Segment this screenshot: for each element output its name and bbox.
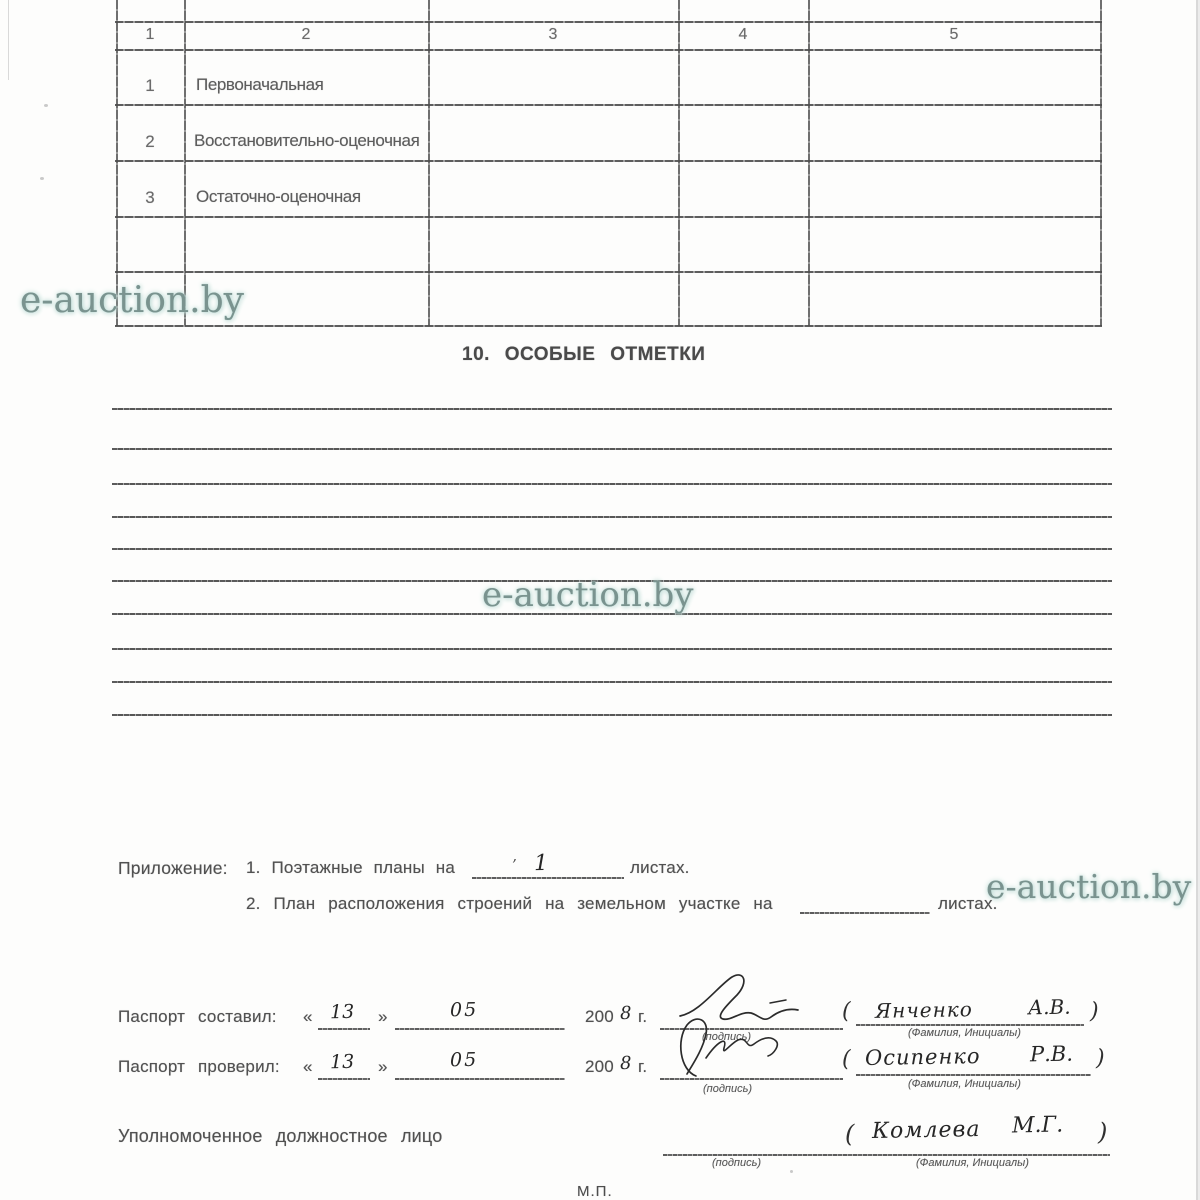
row2-month-blank (395, 1078, 565, 1080)
scan-speck (790, 1170, 793, 1173)
stamp-place-label: М.П. (577, 1183, 613, 1200)
attachment-item1-suffix: листах. (630, 858, 690, 877)
row1-paren-close: ) (1090, 999, 1099, 1024)
attachment-item2-blank (800, 912, 930, 914)
row1-day-blank (318, 1028, 370, 1030)
attachment-item2-text: 2. План расположения строений на земельном участке на (246, 894, 773, 913)
table-border-horizontal (115, 104, 1102, 106)
row2-day-blank (318, 1078, 370, 1080)
table-border-horizontal (115, 216, 1102, 218)
official-name-caption: (Фамилия, Инициалы) (916, 1157, 1029, 1169)
attachment-item1-tick-handwritten: ’ (511, 855, 517, 875)
table-row-number: 3 (145, 188, 155, 207)
row1-day-handwritten: 13 (329, 1000, 355, 1024)
row1-label: Паспорт составил: (118, 1007, 277, 1026)
section-heading: 10. ОСОБЫЕ ОТМЕТКИ (462, 344, 706, 365)
table-border-horizontal (115, 49, 1102, 51)
table-row-number: 2 (145, 132, 155, 151)
ruled-line (112, 548, 1112, 550)
row2-name-blank (856, 1074, 1091, 1076)
watermark-center: e-auction.by (482, 575, 694, 615)
table-row-label: Восстановительно-оценочная (194, 131, 420, 150)
signature-scribble-checked (668, 1012, 808, 1080)
row1-year-printed: 200 (585, 1007, 614, 1026)
official-initials-handwritten: М.Г. (1011, 1112, 1064, 1139)
official-paren-close: ) (1098, 1118, 1108, 1146)
row2-sign-caption: (подпись) (703, 1083, 753, 1095)
row1-quote-close: » (378, 1007, 388, 1026)
row1-year-unit: г. (638, 1007, 648, 1026)
row2-year-handwritten: 8 (619, 1052, 632, 1075)
row2-quote-open: « (303, 1057, 313, 1076)
ruled-line (112, 408, 1112, 410)
column-header-4: 4 (738, 26, 748, 43)
row2-initials-handwritten: Р.В. (1029, 1041, 1074, 1067)
table-row-label: Первоначальная (196, 75, 324, 94)
row1-name-blank (856, 1024, 1084, 1026)
attachment-item1-blank (472, 877, 624, 879)
official-label: Уполномоченное должностное лицо (118, 1126, 443, 1146)
table-row-number: 1 (145, 76, 155, 95)
column-header-3: 3 (548, 26, 558, 43)
row1-surname-handwritten: Янченко (874, 997, 973, 1023)
attachment-item1-value-handwritten: 1 (533, 850, 549, 877)
row2-quote-close: » (378, 1057, 388, 1076)
ruled-line (112, 648, 1112, 650)
column-header-2: 2 (301, 26, 311, 43)
row2-year-unit: г. (638, 1057, 648, 1076)
row1-initials-handwritten: А.В. (1027, 994, 1071, 1020)
row2-day-handwritten: 13 (329, 1050, 355, 1074)
row1-name-caption: (Фамилия, Инициалы) (908, 1027, 1021, 1039)
column-header-1: 1 (145, 26, 155, 43)
row2-surname-handwritten: Осипенко (864, 1043, 981, 1071)
ruled-line (112, 681, 1112, 683)
row2-year-printed: 200 (585, 1057, 614, 1076)
scan-speck (44, 104, 48, 107)
row1-quote-open: « (303, 1007, 313, 1026)
table-border-horizontal (115, 21, 1102, 23)
row2-label: Паспорт проверил: (118, 1057, 280, 1076)
watermark-right: e-auction.by (986, 867, 1192, 906)
row1-sign-caption: (подпись) (702, 1031, 752, 1043)
table-border-horizontal (115, 271, 1102, 273)
table-border-horizontal (115, 160, 1102, 162)
row1-month-blank (395, 1028, 565, 1030)
scan-edge-left-mark (8, 0, 9, 80)
attachment-item2-suffix: листах. (938, 894, 998, 913)
row2-month-handwritten: 05 (449, 1048, 479, 1072)
table-row-label: Остаточно-оценочная (196, 187, 361, 206)
official-sign-caption: (подпись) (712, 1157, 762, 1169)
row1-paren-open: ( (842, 999, 851, 1024)
attachment-item1-text: 1. Поэтажные планы на (246, 858, 456, 877)
ruled-line (112, 483, 1112, 485)
row1-month-handwritten: 05 (449, 998, 479, 1022)
official-surname-handwritten: Комлева (871, 1117, 981, 1144)
official-paren-open: ( (845, 1120, 855, 1148)
watermark-top-left: e-auction.by (20, 280, 244, 321)
table-border-horizontal (115, 325, 1102, 327)
ruled-line (112, 448, 1112, 450)
attachments-label: Приложение: (118, 858, 228, 878)
ruled-line (112, 714, 1112, 716)
official-line-blank (663, 1154, 1110, 1156)
row1-year-handwritten: 8 (619, 1002, 632, 1025)
row2-name-caption: (Фамилия, Инициалы) (908, 1078, 1021, 1090)
row2-paren-close: ) (1096, 1046, 1105, 1071)
scan-speck (40, 177, 44, 180)
column-header-5: 5 (949, 26, 959, 43)
ruled-line (112, 516, 1112, 518)
row2-paren-open: ( (842, 1047, 851, 1072)
